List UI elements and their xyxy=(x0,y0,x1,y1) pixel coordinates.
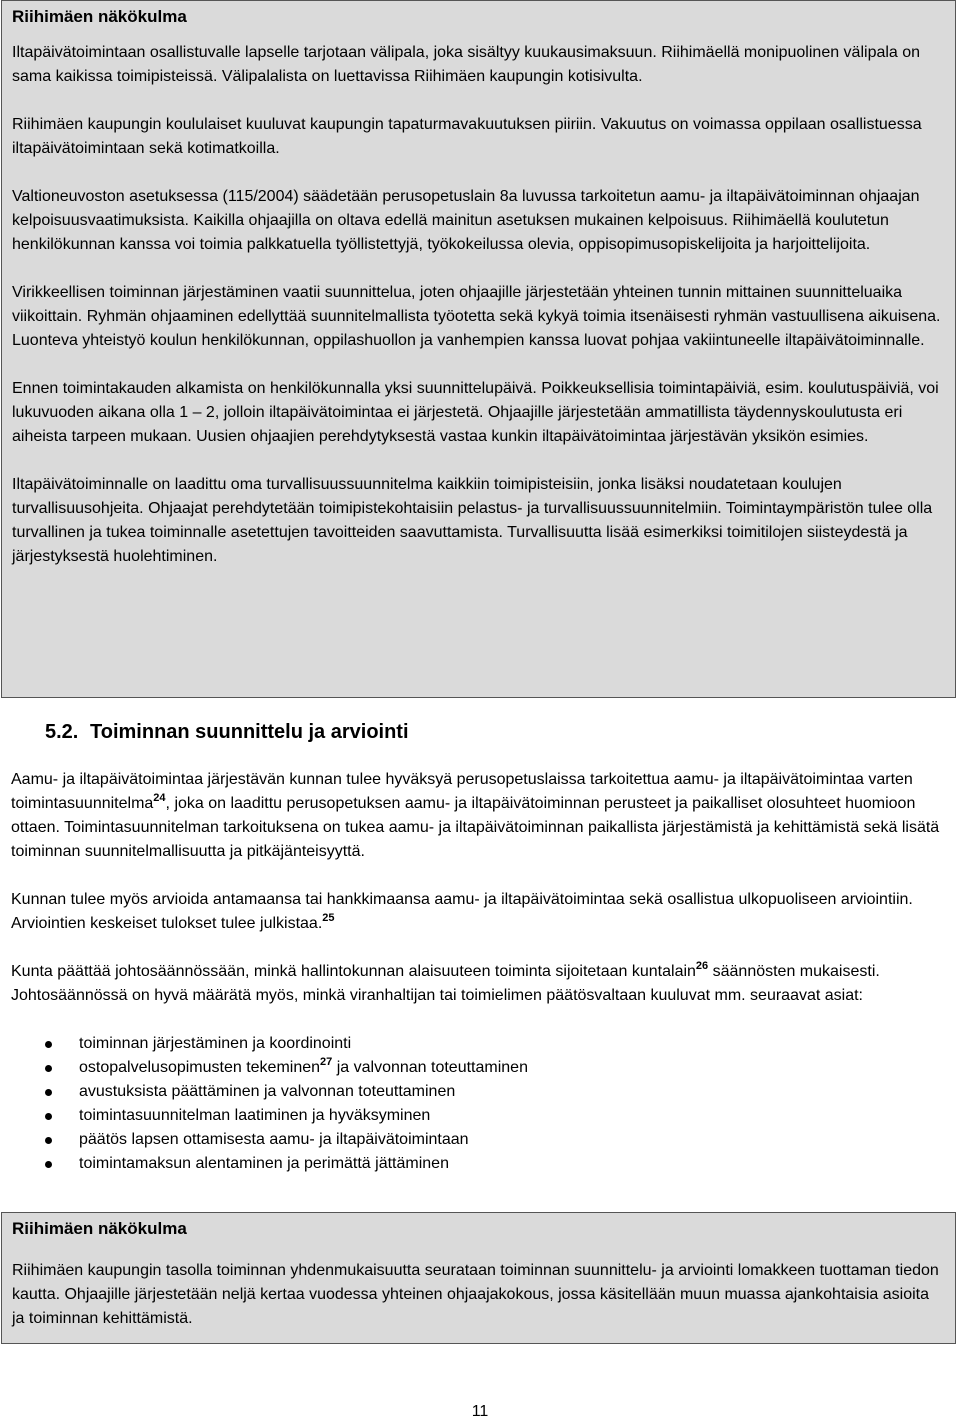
box-title: Riihimäen näkökulma xyxy=(12,1219,187,1238)
paragraph-action-plan xyxy=(11,768,941,864)
list-item-text: toimintasuunnitelman laatiminen ja hyväksyminen xyxy=(79,1107,431,1124)
paragraph-governance xyxy=(11,960,941,1008)
page-number: 11 xyxy=(471,1403,489,1420)
box-paragraph-training: Ennen toimintakauden alkamista on henkilökunnalla yksi suunnittelupäivä. Poikkeuksellisia toimintapäiviä, esim. koulutuspäiviä, voi lukuvuoden aikana olla 1 – 2, jolloin iltapäivätoimintaa ei järjestetä. Ohjaajille järjestetään ammatillista täydennyskoulutusta eri aiheista tarpeen mukaan. Uusien ohjaajien perehdytyksestä vastaa kunkin iltapäivätoimintaa järjestävän yksikön esimies. xyxy=(12,380,939,445)
bullet-icon xyxy=(45,1113,52,1120)
text: , joka on laadittu perusopetuksen aamu- ja iltapäivätoiminnan perusteet ja paikalliset olosuhteet huomioon ottaen. Toimintasuunnitelman tarkoituksena on tukea aamu- ja iltapäivätoiminnan paikallista järjestämistä ja kehittämistä sekä lisätä toiminnan suunnitelmallisuutta ja pitkäjänteisyyttä. xyxy=(11,795,940,860)
box-paragraph-safety: Iltapäivätoiminnalle on laadittu oma turvallisuussuunnitelma kaikkiin toimipisteisiin, jonka lisäksi noudatetaan koulujen turvallisuusohjeita. Ohjaajat perehdytetään toimipistekohtaisiin pelastus- ja turvallisuussuunnitelmiin. Toimintaympäristön tulee olla turvallinen ja tukea toiminnalle asetettujen tavoitteiden saavuttamista. Turvallisuutta lisää esimerkiksi toimitilojen siisteydestä ja järjestyksestä huolehtiminen. xyxy=(12,476,933,565)
list-item xyxy=(11,1128,941,1152)
bullet-icon xyxy=(45,1089,52,1096)
box-title: Riihimäen näkökulma xyxy=(12,7,187,26)
section-title: Toiminnan suunnittelu ja arviointi xyxy=(90,721,409,743)
list-item-text: avustuksista päättäminen ja valvonnan toteuttaminen xyxy=(79,1083,456,1100)
bullet-icon xyxy=(45,1161,52,1168)
list-item xyxy=(11,1032,941,1056)
bullet-icon xyxy=(45,1065,52,1072)
text: Aamu- ja iltapäivätoimintaa järjestävän kunnan tulee hyväksyä perusopetuslaissa tarkoitettua aamu- ja iltapäivätoimintaa varten toimintasuunnitelma xyxy=(11,771,913,812)
footnote-ref[interactable]: 24 xyxy=(153,792,166,804)
box-paragraph-snack: Iltapäivätoimintaan osallistuvalle lapselle tarjotaan välipala, joka sisältyy kuukausimaksuun. Riihimäellä monipuolinen välipala on sama kaikissa toimipisteissä. Välipalalista on luettavissa Riihimäen kaupungin kotisivulta. xyxy=(12,44,921,85)
box-paragraph-insurance: Riihimäen kaupungin koululaiset kuuluvat kaupungin tapaturmavakuutuksen piiriin. Vakuutus on voimassa oppilaan osallistuessa iltapäivätoimintaan sekä kotimatkoilla. xyxy=(12,116,922,157)
list-item xyxy=(11,1104,941,1128)
paragraph-evaluation xyxy=(11,888,941,936)
section-heading xyxy=(45,718,409,746)
list-item xyxy=(11,1152,941,1176)
section-number: 5.2. xyxy=(45,721,79,743)
bullet-icon xyxy=(45,1041,52,1048)
list-item xyxy=(11,1056,941,1080)
main-content xyxy=(11,768,941,1344)
list-item-text: päätös lapsen ottamisesta aamu- ja iltapäivätoimintaan xyxy=(79,1131,469,1148)
footnote-ref[interactable]: 27 xyxy=(320,1056,333,1068)
bullet-icon xyxy=(45,1137,52,1144)
perspective-box-riihimaki-2 xyxy=(1,1212,956,1344)
box-paragraph-qualifications: Valtioneuvoston asetuksessa (115/2004) säädetään perusopetuslain 8a luvussa tarkoitetun aamu- ja iltapäivätoiminnan ohjaajan kelpoisuusvaatimuksista. Kaikilla ohjaajilla on oltava edellä mainitun asetuksen mukainen kelpoisuus. Riihimäellä koulutetun henkilökunnan kanssa voi toimia palkkatuella työllistettyjä, työkokeilussa olevia, oppisopimusopiskelijoita ja harjoittelijoita. xyxy=(12,188,920,253)
list-item-text: toiminnan järjestäminen ja koordinointi xyxy=(79,1035,352,1052)
box-paragraph-monitoring: Riihimäen kaupungin tasolla toiminnan yhdenmukaisuutta seurataan toiminnan suunnittelu- ja arviointi lomakkeen tuottaman tiedon kautta. Ohjaajille järjestetään neljä kertaa vuodessa yhteinen ohjaajakokous, jossa käsitellään muun muassa ajankohtaisia asioita ja toiminnan kehittämistä. xyxy=(12,1262,939,1327)
list-item-text: toimintamaksun alentaminen ja perimättä jättäminen xyxy=(79,1155,449,1172)
text: säännösten mukaisesti. Johtosäännössä on hyvä määrätä myös, minkä viranhaltijan tai toimielimen päätösvaltaan kuuluvat mm. seuraavat asiat: xyxy=(11,963,880,1004)
perspective-box-riihimaki xyxy=(1,0,956,698)
list-item-text-after: ja valvonnan toteuttaminen xyxy=(332,1059,528,1076)
box-paragraph-planning: Virikkeellisen toiminnan järjestäminen vaatii suunnittelua, joten ohjaajille järjestetään yhteinen tunnin mittainen suunnitteluaika viikoittain. Ryhmän ohjaaminen edellyttää suunnitelmallista työotetta sekä kykyä toimia itsenäisesti ryhmän vastuullisena aikuisena. Luonteva yhteistyö koulun henkilökunnan, oppilashuollon ja vanhempien kanssa luovat pohjaa vakiintuneelle iltapäivätoiminnalle. xyxy=(12,284,941,349)
bullet-list xyxy=(11,1032,941,1176)
list-item xyxy=(11,1080,941,1104)
list-item-text: ostopalvelusopimusten tekeminen xyxy=(79,1059,321,1076)
text: Kunta päättää johtosäännössään, minkä hallintokunnan alaisuuteen toiminta sijoitetaan kuntalain xyxy=(11,963,696,980)
footnote-ref[interactable]: 25 xyxy=(322,912,335,924)
footnote-ref[interactable]: 26 xyxy=(695,960,709,972)
text: Kunnan tulee myös arvioida antamaansa tai hankkimaansa aamu- ja iltapäivätoimintaa sekä osallistua ulkopuoliseen arviointiin. Arviointien keskeiset tulokset tulee julkistaa. xyxy=(11,891,913,932)
